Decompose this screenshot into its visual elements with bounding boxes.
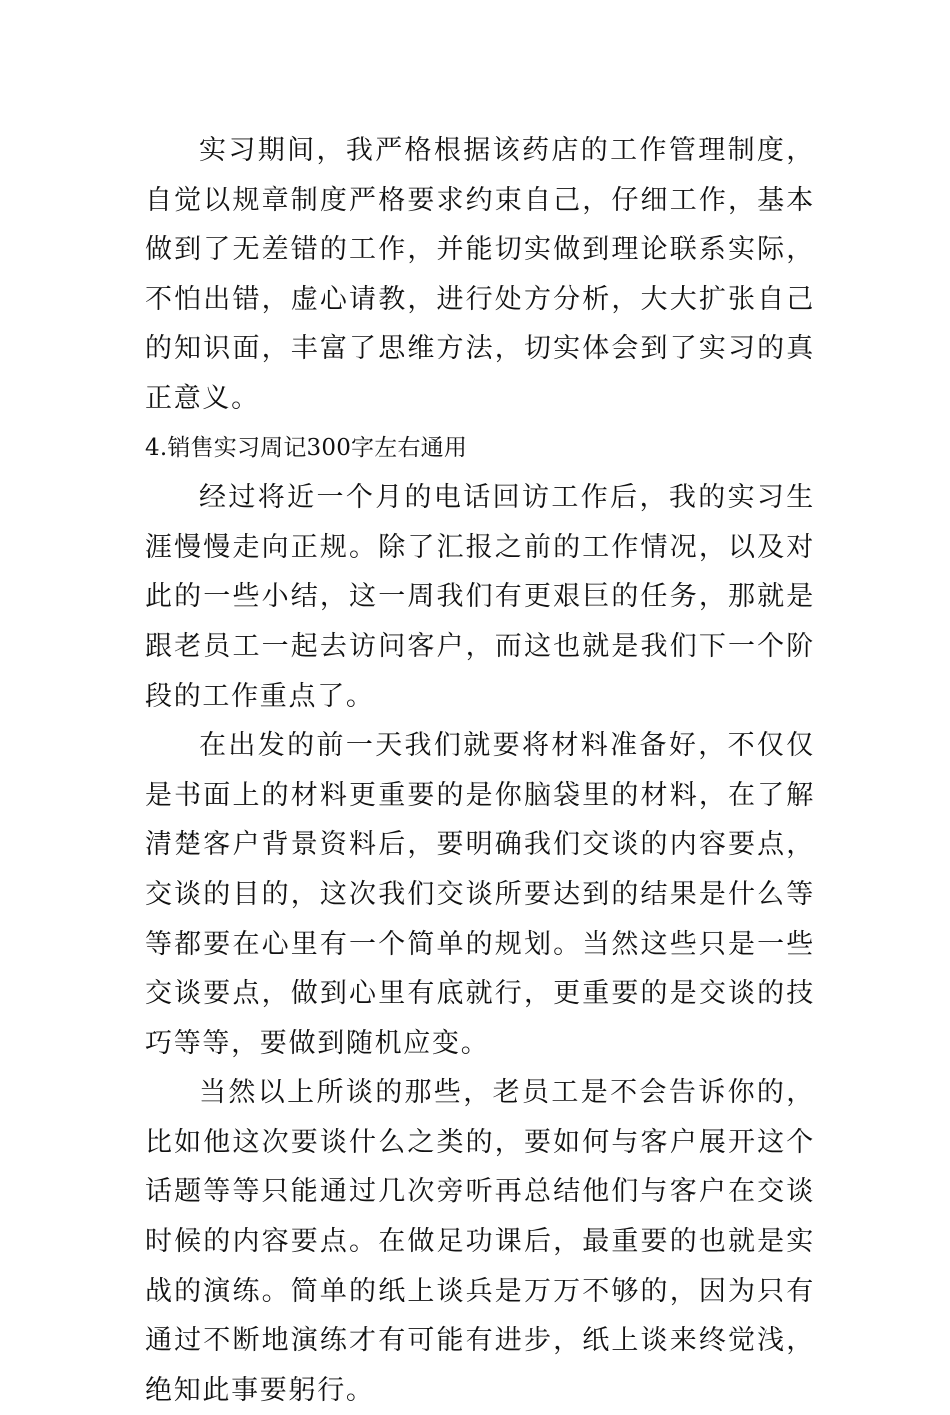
paragraph-preparation: 在出发的前一天我们就要将材料准备好，不仅仅是书面上的材料更重要的是你脑袋里的材料，在了解清楚客户背景资料后，要明确我们交谈的内容要点，交谈的目的，这次我们交谈所要达到的结果是什么等等都要在心里有一个简单的规划。当然这些只是一些交谈要点，做到心里有底就行，更重要的是交谈的技巧等等，要做到随机应变。 [145, 730, 815, 1059]
paragraph-client-visits: 经过将近一个月的电话回访工作后，我的实习生涯慢慢走向正规。除了汇报之前的工作情况，以及对此的一些小结，这一周我们有更艰巨的任务，那就是跟老员工一起去访问客户，而这也就是我们下一个阶段的工作重点了。 [145, 482, 815, 712]
document-page [145, 126, 815, 1415]
section-heading: 4.销售实习周记300字左右通用 [145, 434, 468, 461]
paragraph-practice: 当然以上所谈的那些，老员工是不会告诉你的，比如他这次要谈什么之类的，要如何与客户展开这个话题等等只能通过几次旁听再总结他们与客户在交谈时候的内容要点。在做足功课后，最重要的也就是实战的演练。简单的纸上谈兵是万万不够的，因为只有通过不断地演练才有可能有进步，纸上谈来终觉浅，绝知此事要躬行。 [145, 1077, 815, 1406]
paragraph-internship-discipline: 实习期间，我严格根据该药店的工作管理制度，自觉以规章制度严格要求约束自己，仔细工作，基本做到了无差错的工作，并能切实做到理论联系实际，不怕出错，虚心请教，进行处方分析，大大扩张自己的知识面，丰富了思维方法，切实体会到了实习的真正意义。 [145, 135, 815, 414]
